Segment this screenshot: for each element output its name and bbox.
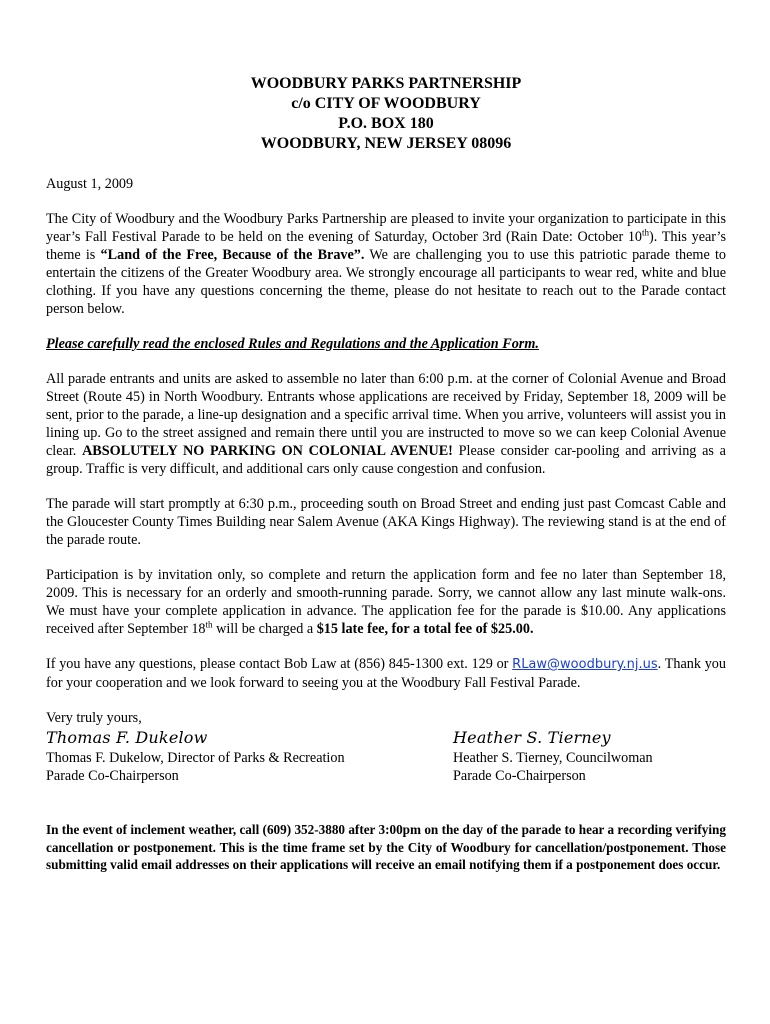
- ordinal-suffix: th: [642, 227, 650, 238]
- signatory-role: Parade Co-Chairperson: [453, 768, 586, 784]
- city-state-line: WOODBURY, NEW JERSEY 08096: [260, 135, 512, 152]
- invitation-text-c: We are challenging you to use this patriotic parade theme to entertain the citizens of the Greater Woodbury area. We strongly encourage all participants to wear red, white and blue clothing. If you have any questions concerning the theme, please do not hesitate to reach out to the Parade contact person below.: [46, 247, 726, 317]
- participation-text-a: Participation is by invitation only, so complete and return the application form and fee no later than September 18, 2009. This is necessary for an orderly and smooth-running parade. Sorry, we cannot allow any last minute walk-ons. We must have your complete application in advance. The application fee for the parade is $10.00. Any applications received after September 18: [46, 567, 726, 637]
- signatory-2: [453, 727, 726, 785]
- signatory-role: Parade Co-Chairperson: [46, 768, 179, 784]
- signature-block: [46, 727, 726, 785]
- signatory-name: Thomas F. Dukelow, Director of Parks & Recreation: [46, 750, 345, 766]
- org-name: WOODBURY PARKS PARTNERSHIP: [250, 75, 522, 92]
- invitation-text-a: The City of Woodbury and the Woodbury Parks Partnership are pleased to invite your organization to participate in this year’s Fall Festival Parade to be held on the evening of Saturday, October 3rd (Rain Date: October 10: [46, 211, 726, 245]
- contact-text-a: If you have any questions, please contact Bob Law at (856) 845-1300 ext. 129 or: [46, 656, 513, 672]
- email-link[interactable]: RLaw@woodbury.nj.us: [512, 657, 658, 672]
- closing-salutation: Very truly yours,: [46, 710, 142, 726]
- signatory-1: [46, 727, 453, 785]
- late-fee-text: $15 late fee, for a total fee of $25.00.: [316, 621, 534, 637]
- no-parking-warning: ABSOLUTELY NO PARKING ON COLONIAL AVENUE!: [82, 443, 453, 459]
- participation-paragraph: [46, 566, 726, 638]
- contact-text-b: . Thank you for your cooperation and we look forward to seeing you at the Woodbury Fall Festival Parade.: [46, 656, 726, 691]
- care-of-line: c/o CITY OF WOODBURY: [291, 95, 481, 112]
- po-box-line: P.O. BOX 180: [338, 115, 434, 132]
- assembly-text-a: All parade entrants and units are asked to assemble no later than 6:00 p.m. at the corner of Colonial Avenue and Broad Street (Route 45) in North Woodbury. Entrants whose applications are received by Friday, September 18, 2009 will be sent, prior to the parade, a line-up designation and a specific arrival time. When you arrive, volunteers will assist you in lining up. Go to the street assigned and remain there until you are instructed to move so we can keep Colonial Avenue clear.: [46, 371, 726, 459]
- letter-page: [46, 74, 726, 874]
- contact-paragraph: [46, 655, 726, 692]
- signature-script: Thomas F. Dukelow: [46, 728, 208, 747]
- assembly-text-b: Please consider car-pooling and arriving as a group. Traffic is very difficult, and additional cars only cause congestion and confusion.: [46, 443, 726, 477]
- letter-date: August 1, 2009: [46, 176, 134, 192]
- letterhead: [46, 74, 726, 154]
- rules-notice: Please carefully read the enclosed Rules and Regulations and the Application Form.: [46, 336, 539, 352]
- assembly-paragraph: [46, 370, 726, 478]
- signatory-name: Heather S. Tierney, Councilwoman: [453, 750, 653, 766]
- signature-script: Heather S. Tierney: [453, 728, 611, 747]
- participation-text-b: will be charged a: [212, 621, 317, 637]
- ordinal-suffix: th: [205, 619, 213, 630]
- route-paragraph: The parade will start promptly at 6:30 p.m., proceeding south on Broad Street and ending just past Comcast Cable and the Gloucester County Times Building near Salem Avenue (AKA Kings Highway). The reviewing stand is at the end of the parade route.: [46, 496, 726, 548]
- weather-notice: In the event of inclement weather, call (609) 352-3880 after 3:00pm on the day of the parade to hear a recording verifying cancellation or postponement. This is the time frame set by the City of Woodbury for cancellation/postponement. Those submitting valid email addresses on their applications will receive an email notifying them if a postponement does occur.: [46, 822, 726, 872]
- invitation-paragraph: [46, 210, 726, 318]
- parade-theme: “Land of the Free, Because of the Brave”.: [100, 247, 365, 263]
- invitation-text-b: ). This year’s theme is: [46, 229, 726, 263]
